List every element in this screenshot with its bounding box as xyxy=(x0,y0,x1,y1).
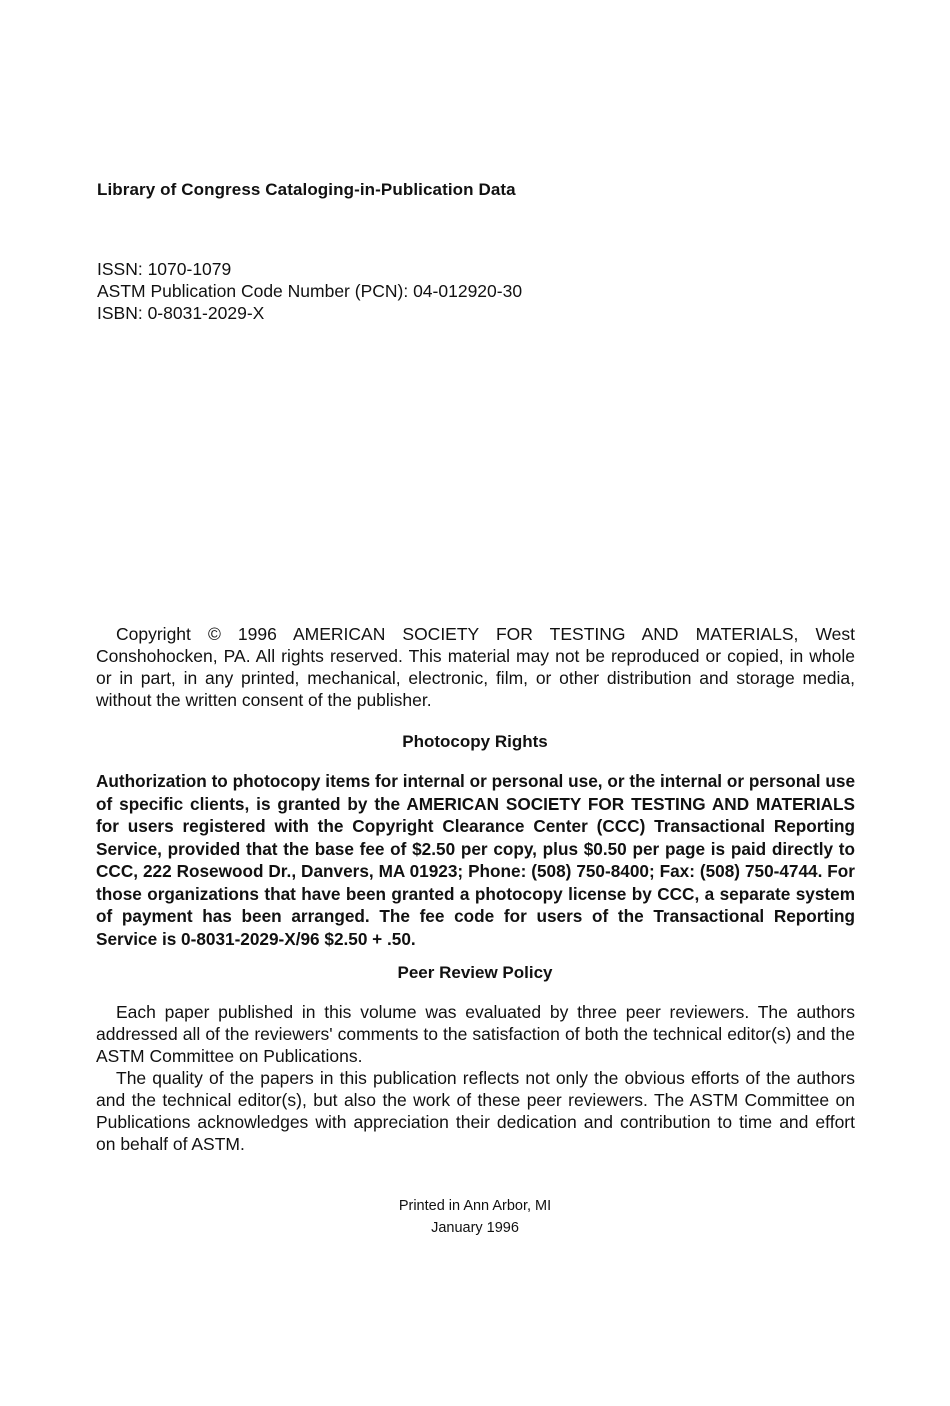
identifiers-block xyxy=(97,258,522,324)
cip-heading: Library of Congress Cataloging-in-Publication Data xyxy=(97,180,516,199)
peer-review-heading: Peer Review Policy xyxy=(397,963,553,982)
printing-info xyxy=(0,1195,950,1239)
photocopy-rights-heading: Photocopy Rights xyxy=(402,732,548,751)
peer-review-paragraph-2: The quality of the papers in this publication reflects not only the obvious efforts of the authors and the technical editor(s), but also the work of these peer reviewers. The ASTM Committee on Publications acknowledges with appreciation their dedication and contribution to time and effort on behalf of ASTM. xyxy=(96,1068,855,1154)
photocopy-rights-text: Authorization to photocopy items for internal or personal use, or the internal or personal use of specific clients, is granted by the AMERICAN SOCIETY FOR TESTING AND MATERIALS for users registered with the Copyright Clearance Center (CCC) Transactional Reporting Service, provided that the base fee of $2.50 per copy, plus $0.50 per page is paid directly to CCC, 222 Rosewood Dr., Danvers, MA 01923; Phone: (508) 750-8400; Fax: (508) 750-4744. For those organizations that have been granted a photocopy license by CCC, a separate system of payment has been arranged. The fee code for users of the Transactional Reporting Service is 0-8031-2029-X/96 $2.50 + .50. xyxy=(96,771,855,949)
isbn-line: ISBN: 0-8031-2029-X xyxy=(97,303,265,323)
printed-place: Printed in Ann Arbor, MI xyxy=(398,1198,552,1214)
issn-line: ISSN: 1070-1079 xyxy=(97,259,232,279)
copyright-notice: Copyright © 1996 AMERICAN SOCIETY FOR TESTING AND MATERIALS, West Conshohocken, PA. All rights reserved. This material may not be reproduced or copied, in whole or in part, in any printed, mechanical, electronic, film, or other distribution and storage media, without the written consent of the publisher. xyxy=(96,624,855,710)
peer-review-paragraph-1: Each paper published in this volume was evaluated by three peer reviewers. The authors addressed all of the reviewers' comments to the satisfaction of both the technical editor(s) and the ASTM Committee on Publications. xyxy=(96,1002,855,1066)
printed-date: January 1996 xyxy=(431,1220,519,1236)
pcn-line: ASTM Publication Code Number (PCN): 04-012920-30 xyxy=(97,281,523,301)
peer-review-text xyxy=(96,1001,855,1155)
